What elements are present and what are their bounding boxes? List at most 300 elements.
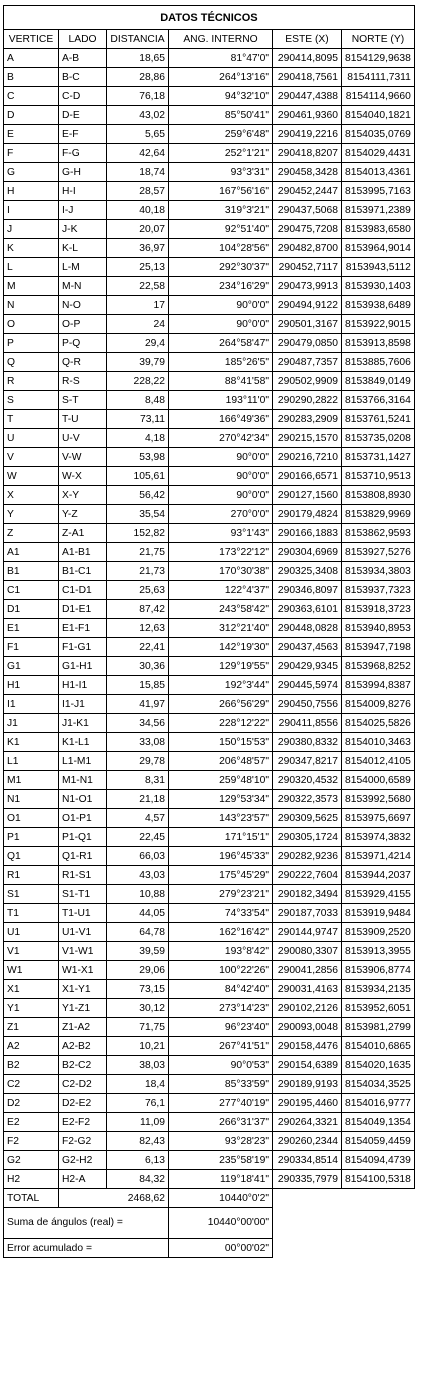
cell-vertice: G1	[4, 657, 59, 676]
cell-ang-interno: 150°15'53"	[169, 733, 273, 752]
cell-este: 290093,0048	[273, 1018, 342, 1037]
cell-distancia: 25,63	[107, 581, 169, 600]
cell-norte: 8153992,5680	[342, 790, 415, 809]
cell-ang-interno: 162°16'42"	[169, 923, 273, 942]
cell-distancia: 28,86	[107, 68, 169, 87]
cell-vertice: Z1	[4, 1018, 59, 1037]
cell-norte: 8153849,0149	[342, 372, 415, 391]
cell-este: 290041,2856	[273, 961, 342, 980]
cell-ang-interno: 167°56'16"	[169, 182, 273, 201]
total-distancia: 2468,62	[59, 1189, 169, 1208]
cell-norte: 8154016,9777	[342, 1094, 415, 1113]
cell-este: 290304,6969	[273, 543, 342, 562]
cell-distancia: 43,03	[107, 866, 169, 885]
table-row	[4, 771, 415, 790]
cell-este: 290283,2909	[273, 410, 342, 429]
cell-ang-interno: 88°41'58"	[169, 372, 273, 391]
table-row	[4, 201, 415, 220]
cell-lado: E-F	[59, 125, 107, 144]
cell-vertice: W1	[4, 961, 59, 980]
cell-vertice: B2	[4, 1056, 59, 1075]
table-row	[4, 1132, 415, 1151]
table-row	[4, 144, 415, 163]
cell-este: 290458,3428	[273, 163, 342, 182]
cell-lado: E2-F2	[59, 1113, 107, 1132]
cell-lado: R-S	[59, 372, 107, 391]
table-row	[4, 524, 415, 543]
table-row	[4, 847, 415, 866]
header-row	[4, 30, 415, 49]
cell-ang-interno: 100°22'26"	[169, 961, 273, 980]
cell-norte: 8153974,3832	[342, 828, 415, 847]
cell-distancia: 8,48	[107, 391, 169, 410]
cell-lado: Q-R	[59, 353, 107, 372]
cell-este: 290216,7210	[273, 448, 342, 467]
cell-vertice: K1	[4, 733, 59, 752]
cell-ang-interno: 90°0'0"	[169, 486, 273, 505]
cell-ang-interno: 193°8'42"	[169, 942, 273, 961]
table-row	[4, 1170, 415, 1189]
cell-norte: 8153761,5241	[342, 410, 415, 429]
header-lado: LADO	[59, 30, 107, 49]
cell-lado: I1-J1	[59, 695, 107, 714]
cell-vertice: E2	[4, 1113, 59, 1132]
cell-norte: 8153919,9484	[342, 904, 415, 923]
cell-vertice: I1	[4, 695, 59, 714]
cell-este: 290187,7033	[273, 904, 342, 923]
cell-este: 290437,5068	[273, 201, 342, 220]
cell-distancia: 39,59	[107, 942, 169, 961]
cell-norte: 8153913,8598	[342, 334, 415, 353]
cell-norte: 8154013,4361	[342, 163, 415, 182]
cell-vertice: X	[4, 486, 59, 505]
cell-ang-interno: 94°32'10"	[169, 87, 273, 106]
table-row	[4, 296, 415, 315]
cell-lado: T-U	[59, 410, 107, 429]
cell-distancia: 30,12	[107, 999, 169, 1018]
cell-este: 290445,5974	[273, 676, 342, 695]
cell-ang-interno: 90°0'0"	[169, 315, 273, 334]
table-row	[4, 467, 415, 486]
total-row	[4, 1189, 415, 1208]
cell-lado: V1-W1	[59, 942, 107, 961]
cell-lado: Z-A1	[59, 524, 107, 543]
cell-vertice: B1	[4, 562, 59, 581]
cell-ang-interno: 90°0'53"	[169, 1056, 273, 1075]
cell-vertice: Q	[4, 353, 59, 372]
cell-norte: 8154020,1635	[342, 1056, 415, 1075]
cell-lado: O-P	[59, 315, 107, 334]
cell-lado: G2-H2	[59, 1151, 107, 1170]
cell-ang-interno: 93°3'31"	[169, 163, 273, 182]
cell-este: 290437,4563	[273, 638, 342, 657]
table-row	[4, 1113, 415, 1132]
cell-distancia: 76,1	[107, 1094, 169, 1113]
cell-este: 290479,0850	[273, 334, 342, 353]
cell-lado: F2-G2	[59, 1132, 107, 1151]
cell-ang-interno: 185°26'5"	[169, 353, 273, 372]
table-row	[4, 657, 415, 676]
cell-norte: 8154010,6865	[342, 1037, 415, 1056]
suma-row	[4, 1208, 415, 1239]
cell-norte: 8154094,4739	[342, 1151, 415, 1170]
table-row	[4, 1151, 415, 1170]
cell-este: 290309,5625	[273, 809, 342, 828]
cell-lado: D1-E1	[59, 600, 107, 619]
cell-vertice: E1	[4, 619, 59, 638]
cell-vertice: U1	[4, 923, 59, 942]
table-title: DATOS TÉCNICOS	[4, 6, 415, 30]
cell-ang-interno: 292°30'37"	[169, 258, 273, 277]
cell-distancia: 15,85	[107, 676, 169, 695]
cell-lado: S1-T1	[59, 885, 107, 904]
cell-ang-interno: 235°58'19"	[169, 1151, 273, 1170]
cell-vertice: G	[4, 163, 59, 182]
cell-vertice: F2	[4, 1132, 59, 1151]
cell-norte: 8154129,9638	[342, 49, 415, 68]
cell-este: 290305,1724	[273, 828, 342, 847]
cell-vertice: H	[4, 182, 59, 201]
cell-este: 290452,2447	[273, 182, 342, 201]
suma-value: 10440°00'00"	[169, 1208, 273, 1239]
cell-distancia: 5,65	[107, 125, 169, 144]
table-row	[4, 1075, 415, 1094]
table-row	[4, 277, 415, 296]
cell-vertice: D1	[4, 600, 59, 619]
cell-distancia: 29,78	[107, 752, 169, 771]
cell-distancia: 56,42	[107, 486, 169, 505]
cell-distancia: 18,65	[107, 49, 169, 68]
cell-vertice: J	[4, 220, 59, 239]
table-row	[4, 752, 415, 771]
cell-este: 290501,3167	[273, 315, 342, 334]
cell-este: 290144,9747	[273, 923, 342, 942]
cell-vertice: T	[4, 410, 59, 429]
table-row	[4, 1094, 415, 1113]
cell-distancia: 28,57	[107, 182, 169, 201]
cell-distancia: 21,75	[107, 543, 169, 562]
cell-ang-interno: 166°49'36"	[169, 410, 273, 429]
cell-distancia: 34,56	[107, 714, 169, 733]
cell-norte: 8153735,0208	[342, 429, 415, 448]
cell-ang-interno: 85°33'59"	[169, 1075, 273, 1094]
cell-norte: 8153885,7606	[342, 353, 415, 372]
cell-ang-interno: 175°45'29"	[169, 866, 273, 885]
cell-vertice: Y1	[4, 999, 59, 1018]
cell-ang-interno: 259°48'10"	[169, 771, 273, 790]
cell-norte: 8153952,6051	[342, 999, 415, 1018]
cell-este: 290195,4460	[273, 1094, 342, 1113]
table-row	[4, 638, 415, 657]
cell-ang-interno: 104°28'56"	[169, 239, 273, 258]
total-label: TOTAL	[4, 1189, 59, 1208]
cell-norte: 8153983,6580	[342, 220, 415, 239]
cell-distancia: 152,82	[107, 524, 169, 543]
cell-lado: A-B	[59, 49, 107, 68]
error-value: 00°00'02"	[169, 1239, 273, 1258]
cell-norte: 8153943,5112	[342, 258, 415, 277]
cell-norte: 8154040,1821	[342, 106, 415, 125]
cell-vertice: T1	[4, 904, 59, 923]
cell-lado: H-I	[59, 182, 107, 201]
cell-vertice: O	[4, 315, 59, 334]
cell-norte: 8153913,3955	[342, 942, 415, 961]
cell-distancia: 20,07	[107, 220, 169, 239]
cell-vertice: J1	[4, 714, 59, 733]
cell-distancia: 22,41	[107, 638, 169, 657]
cell-ang-interno: 192°3'44"	[169, 676, 273, 695]
suma-label-text: Suma de ángulos (real) =	[7, 1217, 123, 1228]
cell-lado: K-L	[59, 239, 107, 258]
cell-norte: 8153930,1403	[342, 277, 415, 296]
table-row	[4, 980, 415, 999]
cell-vertice: P	[4, 334, 59, 353]
table-row	[4, 828, 415, 847]
header-distancia: DISTANCIA	[107, 30, 169, 49]
cell-ang-interno: 90°0'0"	[169, 448, 273, 467]
table-row	[4, 866, 415, 885]
cell-ang-interno: 259°6'48"	[169, 125, 273, 144]
cell-norte: 8153981,2799	[342, 1018, 415, 1037]
cell-lado: L1-M1	[59, 752, 107, 771]
cell-ang-interno: 277°40'19"	[169, 1094, 273, 1113]
cell-norte: 8153947,7198	[342, 638, 415, 657]
cell-ang-interno: 143°23'57"	[169, 809, 273, 828]
cell-lado: F-G	[59, 144, 107, 163]
blank-cell	[273, 1189, 415, 1208]
cell-vertice: B	[4, 68, 59, 87]
cell-vertice: K	[4, 239, 59, 258]
table-row	[4, 182, 415, 201]
table-row	[4, 885, 415, 904]
cell-este: 290154,6389	[273, 1056, 342, 1075]
cell-norte: 8154049,1354	[342, 1113, 415, 1132]
cell-este: 290031,4163	[273, 980, 342, 999]
cell-este: 290487,7357	[273, 353, 342, 372]
cell-vertice: D2	[4, 1094, 59, 1113]
cell-este: 290363,6101	[273, 600, 342, 619]
cell-norte: 8153906,8774	[342, 961, 415, 980]
table-row	[4, 543, 415, 562]
cell-lado: N1-O1	[59, 790, 107, 809]
cell-norte: 8154114,9660	[342, 87, 415, 106]
cell-este: 290418,7561	[273, 68, 342, 87]
cell-lado: B1-C1	[59, 562, 107, 581]
cell-ang-interno: 119°18'41"	[169, 1170, 273, 1189]
cell-vertice: Z	[4, 524, 59, 543]
cell-vertice: V1	[4, 942, 59, 961]
table-row	[4, 942, 415, 961]
cell-norte: 8153731,1427	[342, 448, 415, 467]
cell-distancia: 18,4	[107, 1075, 169, 1094]
cell-norte: 8154029,4431	[342, 144, 415, 163]
cell-ang-interno: 267°41'51"	[169, 1037, 273, 1056]
cell-vertice: L1	[4, 752, 59, 771]
cell-lado: D2-E2	[59, 1094, 107, 1113]
cell-vertice: A	[4, 49, 59, 68]
table-row	[4, 334, 415, 353]
cell-distancia: 12,63	[107, 619, 169, 638]
cell-norte: 8153938,6489	[342, 296, 415, 315]
cell-este: 290414,8095	[273, 49, 342, 68]
cell-distancia: 35,54	[107, 505, 169, 524]
cell-distancia: 66,03	[107, 847, 169, 866]
blank-cell	[273, 1208, 415, 1239]
cell-distancia: 228,22	[107, 372, 169, 391]
cell-lado: N-O	[59, 296, 107, 315]
cell-ang-interno: 74°33'54"	[169, 904, 273, 923]
cell-este: 290102,2126	[273, 999, 342, 1018]
cell-este: 290418,8207	[273, 144, 342, 163]
table-row	[4, 961, 415, 980]
cell-ang-interno: 196°45'33"	[169, 847, 273, 866]
cell-norte: 8153922,9015	[342, 315, 415, 334]
cell-norte: 8154009,8276	[342, 695, 415, 714]
error-row	[4, 1239, 415, 1258]
cell-norte: 8153929,4155	[342, 885, 415, 904]
cell-ang-interno: 243°58'42"	[169, 600, 273, 619]
cell-este: 290182,3494	[273, 885, 342, 904]
table-row	[4, 429, 415, 448]
cell-ang-interno: 173°22'12"	[169, 543, 273, 562]
cell-lado: V-W	[59, 448, 107, 467]
cell-vertice: F	[4, 144, 59, 163]
cell-ang-interno: 234°16'29"	[169, 277, 273, 296]
table-row	[4, 448, 415, 467]
cell-distancia: 21,18	[107, 790, 169, 809]
cell-norte: 8153994,8387	[342, 676, 415, 695]
table-row	[4, 68, 415, 87]
cell-norte: 8154059,4459	[342, 1132, 415, 1151]
cell-lado: T1-U1	[59, 904, 107, 923]
header-ang-interno: ANG. INTERNO	[169, 30, 273, 49]
cell-lado: M-N	[59, 277, 107, 296]
cell-vertice: A1	[4, 543, 59, 562]
cell-lado: C-D	[59, 87, 107, 106]
cell-vertice: N	[4, 296, 59, 315]
cell-ang-interno: 85°50'41"	[169, 106, 273, 125]
cell-vertice: H2	[4, 1170, 59, 1189]
cell-vertice: S	[4, 391, 59, 410]
cell-este: 290411,8556	[273, 714, 342, 733]
cell-lado: G1-H1	[59, 657, 107, 676]
cell-ang-interno: 264°58'47"	[169, 334, 273, 353]
cell-lado: J-K	[59, 220, 107, 239]
cell-vertice: M	[4, 277, 59, 296]
cell-ang-interno: 273°14'23"	[169, 999, 273, 1018]
table-row	[4, 505, 415, 524]
cell-ang-interno: 122°4'37"	[169, 581, 273, 600]
cell-lado: Z1-A2	[59, 1018, 107, 1037]
cell-norte: 8154100,5318	[342, 1170, 415, 1189]
cell-ang-interno: 142°19'30"	[169, 638, 273, 657]
table-row	[4, 904, 415, 923]
cell-lado: Y1-Z1	[59, 999, 107, 1018]
cell-distancia: 71,75	[107, 1018, 169, 1037]
cell-distancia: 29,4	[107, 334, 169, 353]
cell-vertice: H1	[4, 676, 59, 695]
cell-este: 290158,4476	[273, 1037, 342, 1056]
cell-ang-interno: 206°48'57"	[169, 752, 273, 771]
cell-ang-interno: 93°1'43"	[169, 524, 273, 543]
table-row	[4, 87, 415, 106]
cell-ang-interno: 319°3'21"	[169, 201, 273, 220]
cell-ang-interno: 90°0'0"	[169, 467, 273, 486]
technical-data-sheet	[3, 5, 415, 1258]
cell-vertice: W	[4, 467, 59, 486]
cell-distancia: 73,11	[107, 410, 169, 429]
cell-norte: 8153862,9593	[342, 524, 415, 543]
table-row	[4, 220, 415, 239]
cell-ang-interno: 270°42'34"	[169, 429, 273, 448]
cell-este: 290475,7208	[273, 220, 342, 239]
cell-distancia: 4,18	[107, 429, 169, 448]
cell-este: 290215,1570	[273, 429, 342, 448]
cell-este: 290482,8700	[273, 239, 342, 258]
cell-ang-interno: 270°0'0"	[169, 505, 273, 524]
cell-lado: I-J	[59, 201, 107, 220]
table-row	[4, 1037, 415, 1056]
table-row	[4, 353, 415, 372]
table-row	[4, 49, 415, 68]
cell-vertice: M1	[4, 771, 59, 790]
cell-este: 290189,9193	[273, 1075, 342, 1094]
cell-norte: 8153808,8930	[342, 486, 415, 505]
cell-vertice: C	[4, 87, 59, 106]
cell-distancia: 43,02	[107, 106, 169, 125]
cell-norte: 8153710,9513	[342, 467, 415, 486]
total-angulo: 10440°0'2"	[169, 1189, 273, 1208]
table-row	[4, 733, 415, 752]
cell-este: 290502,9909	[273, 372, 342, 391]
cell-lado: F1-G1	[59, 638, 107, 657]
cell-vertice: R1	[4, 866, 59, 885]
cell-este: 290282,9236	[273, 847, 342, 866]
cell-distancia: 11,09	[107, 1113, 169, 1132]
cell-distancia: 73,15	[107, 980, 169, 999]
cell-distancia: 76,18	[107, 87, 169, 106]
cell-este: 290461,9360	[273, 106, 342, 125]
cell-norte: 8153968,8252	[342, 657, 415, 676]
cell-lado: L-M	[59, 258, 107, 277]
cell-lado: C2-D2	[59, 1075, 107, 1094]
cell-lado: S-T	[59, 391, 107, 410]
cell-ang-interno: 170°30'38"	[169, 562, 273, 581]
cell-ang-interno: 312°21'40"	[169, 619, 273, 638]
table-row	[4, 923, 415, 942]
cell-distancia: 53,98	[107, 448, 169, 467]
cell-vertice: I	[4, 201, 59, 220]
cell-lado: B2-C2	[59, 1056, 107, 1075]
cell-vertice: G2	[4, 1151, 59, 1170]
header-este: ESTE (X)	[273, 30, 342, 49]
cell-norte: 8153934,3803	[342, 562, 415, 581]
cell-este: 290452,7117	[273, 258, 342, 277]
cell-norte: 8154010,3463	[342, 733, 415, 752]
cell-este: 290494,9122	[273, 296, 342, 315]
cell-lado: X1-Y1	[59, 980, 107, 999]
cell-ang-interno: 266°56'29"	[169, 695, 273, 714]
cell-este: 290447,4388	[273, 87, 342, 106]
cell-ang-interno: 93°28'23"	[169, 1132, 273, 1151]
cell-lado: U-V	[59, 429, 107, 448]
cell-lado: P1-Q1	[59, 828, 107, 847]
cell-norte: 8154000,6589	[342, 771, 415, 790]
cell-vertice: V	[4, 448, 59, 467]
cell-este: 290322,3573	[273, 790, 342, 809]
cell-lado: R1-S1	[59, 866, 107, 885]
cell-este: 290290,2822	[273, 391, 342, 410]
